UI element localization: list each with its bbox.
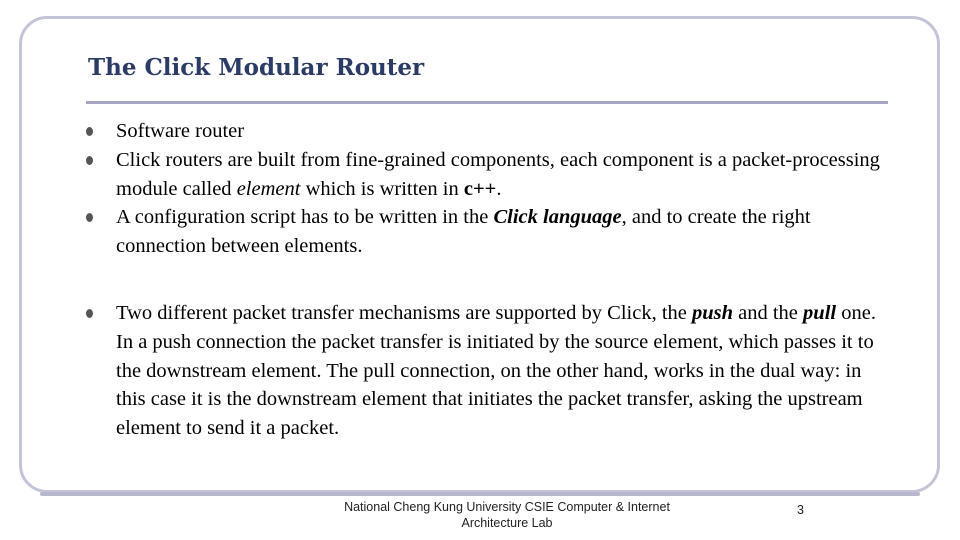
bullet-item — [82, 299, 892, 443]
frame-shadow — [40, 492, 920, 496]
bullet-text: Software router — [116, 120, 245, 142]
term-cpp: c++ — [463, 177, 497, 200]
bullet-dot-icon — [86, 156, 93, 165]
title-divider — [86, 101, 888, 104]
bullet-item — [82, 146, 892, 204]
bullet-item — [82, 203, 892, 261]
footer-institution: National Cheng Kung University CSIE Computer & Internet Architecture Lab — [344, 500, 670, 530]
bullet-text: which is written in — [300, 177, 464, 200]
bullet-text: Two different packet transfer mechanisms are supported by Click, the — [116, 301, 692, 324]
bullet-item — [82, 117, 892, 146]
term-push: push — [691, 301, 734, 324]
bullet-dot-icon — [86, 127, 93, 136]
bullet-text: A configuration script has to be written in the — [116, 206, 494, 229]
slide-title: The Click Modular Router — [88, 54, 425, 81]
bullet-dot-icon — [86, 213, 93, 222]
bullet-text: , and to create the right connection between elements. — [116, 206, 811, 258]
bullet-text: and the — [733, 301, 804, 324]
bullet-list — [82, 117, 892, 443]
page-number: 3 — [797, 503, 804, 517]
term-element: element — [236, 177, 301, 200]
term-pull: pull — [803, 301, 837, 324]
bullet-gap — [82, 261, 892, 299]
bullet-text: . — [496, 177, 502, 200]
bullet-dot-icon — [86, 309, 93, 318]
bullet-text: one. In a push connection the packet transfer is initiated by the source element, which passes it to the downstream element. The pull connection, on the other hand, works in the dual way: in this case it is the downstream element that initiates the packet transfer, asking the upstream element to send it a packet. — [116, 301, 876, 440]
bullet-text: Click routers are built from fine-grained components, each component is a packet-processing module called — [116, 148, 880, 200]
term-click-language: Click language — [493, 206, 622, 229]
